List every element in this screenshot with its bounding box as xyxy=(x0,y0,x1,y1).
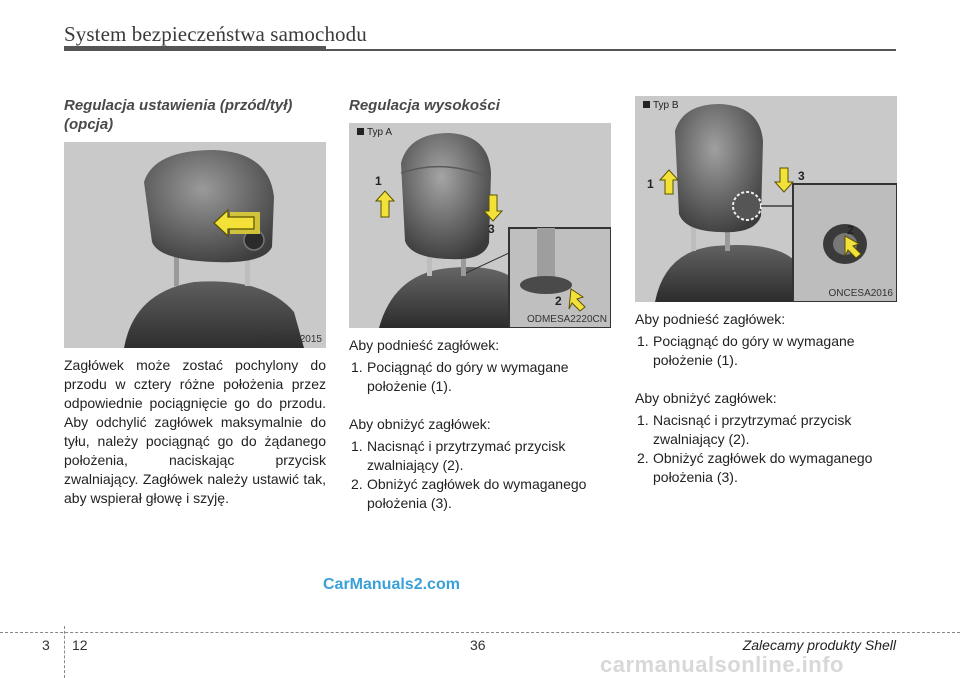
figure-type-label xyxy=(643,100,679,111)
figure-headrest-type-b xyxy=(635,96,897,302)
list-item: 2. Obniżyć zagłówek do wymaganego położenia (3). xyxy=(351,476,587,511)
callout-2: 2 xyxy=(847,223,854,237)
footer-divider xyxy=(64,626,65,678)
figure-type-label xyxy=(357,127,392,138)
headrest-tilt-illustration xyxy=(64,142,326,348)
figure-code: ONCESA2016 xyxy=(828,288,893,299)
figure-headrest-type-a xyxy=(349,123,611,328)
footer-brand: Zalecamy produkty Shell xyxy=(742,637,896,653)
raise-lead: Aby podnieść zagłówek: xyxy=(635,311,786,327)
callout-2: 2 xyxy=(555,294,562,308)
footer-chapter: 3 xyxy=(42,637,50,653)
square-bullet-icon xyxy=(357,128,364,135)
type-b-instructions xyxy=(635,310,897,487)
list-item: 1. Pociągnąć do góry w wymagane położenie (1). xyxy=(351,359,569,394)
figure-type-text: Typ A xyxy=(367,127,393,138)
watermark-link[interactable]: CarManuals2.com xyxy=(323,576,460,593)
list-item: 2. Obniżyć zagłówek do wymaganego położenia (3). xyxy=(637,450,873,485)
list-item: 1. Nacisnąć i przytrzymać przycisk zwalniający (2). xyxy=(351,438,566,473)
figure-headrest-tilt xyxy=(64,142,326,348)
figure-code: ODMESA2220CN xyxy=(526,314,607,325)
header-rule-accent xyxy=(64,46,326,51)
footer-rule xyxy=(0,632,960,633)
callout-1: 1 xyxy=(375,174,382,188)
footer-site-watermark: carmanualsonline.info xyxy=(600,652,844,677)
section-heading-height: Regulacja wysokości xyxy=(349,97,500,114)
headrest-type-b-illustration xyxy=(635,96,897,302)
lower-lead: Aby obniżyć zagłówek: xyxy=(349,416,491,432)
lower-lead: Aby obniżyć zagłówek: xyxy=(635,390,777,406)
square-bullet-icon xyxy=(643,101,650,108)
callout-3: 3 xyxy=(798,169,805,183)
figure-code: ONCESA2015 xyxy=(257,334,322,345)
callout-1: 1 xyxy=(647,177,654,191)
list-item: 1. Nacisnąć i przytrzymać przycisk zwalniający (2). xyxy=(637,412,852,447)
footer-page-number: 36 xyxy=(470,637,486,653)
type-a-instructions xyxy=(349,336,611,513)
column-height-adjustment xyxy=(349,96,611,115)
section-heading-front-back: Regulacja ustawienia (przód/tył) (opcja) xyxy=(64,97,293,133)
list-item: 1. Pociągnąć do góry w wymagane położenie (1). xyxy=(637,333,855,368)
header-rule xyxy=(326,49,896,51)
column-front-back-adjustment xyxy=(64,96,326,134)
footer-chapter-page: 12 xyxy=(72,637,88,653)
page-header-title: System bezpieczeństwa samochodu xyxy=(64,22,367,46)
raise-lead: Aby podnieść zagłówek: xyxy=(349,337,500,353)
headrest-type-a-illustration xyxy=(349,123,611,328)
callout-3: 3 xyxy=(488,222,495,236)
front-back-description: Zagłówek może zostać pochylony do przodu w cztery różne położenia przez odpowiednie pociągnięcie go do przodu. Aby odchylić zagłówek maksymalnie do tyłu, należy pociągnąć go do żądanego położenia, naciskając przycisk zwalniający. Zagłówek należy ustawić tak, aby wspierał głowę i szyję. xyxy=(64,357,326,506)
figure-type-text: Typ B xyxy=(653,100,679,111)
